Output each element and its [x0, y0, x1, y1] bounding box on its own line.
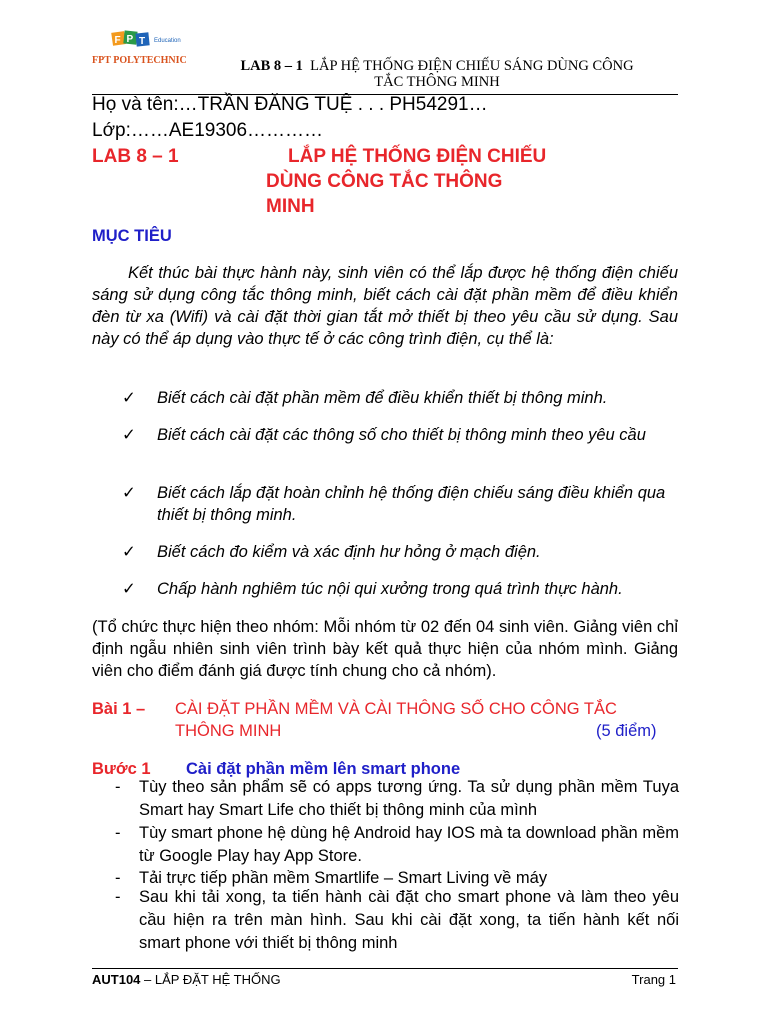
header-title	[222, 58, 652, 90]
footer-divider	[92, 968, 678, 969]
course-name: LẮP ĐẶT HỆ THỐNG	[154, 972, 281, 987]
bullet-dash: -	[115, 869, 121, 887]
course-code: AUT104	[92, 972, 141, 987]
objective-text: Biết cách cài đặt các thông số cho thiết bị thông minh theo yêu cầu	[157, 426, 646, 444]
lab-title-line2: DÙNG CÔNG TẮC THÔNG	[266, 171, 503, 192]
header-title-line2: TẮC THÔNG MINH	[374, 74, 500, 90]
lab-code: LAB 8 – 1	[92, 146, 179, 167]
svg-text:Education: Education	[154, 38, 181, 44]
check-icon: ✓	[122, 543, 136, 561]
bullet-dash: -	[115, 824, 121, 842]
student-name: Họ và tên:…TRẦN ĐĂNG TUỆ . . . PH54291…	[92, 94, 488, 115]
header-lab-code: LAB 8 – 1	[240, 58, 303, 74]
svg-text:P: P	[126, 34, 134, 45]
student-class: Lớp:……AE19306…………	[92, 120, 324, 141]
step-item-text: Tải trực tiếp phần mềm Smartlife – Smart Living về máy	[139, 869, 548, 887]
lab-title-line1: LẮP HỆ THỐNG ĐIỆN CHIẾU	[288, 146, 547, 167]
check-icon: ✓	[122, 580, 136, 598]
check-icon: ✓	[122, 426, 136, 444]
step-item-text: Sau khi tải xong, ta tiến hành cài đặt cho smart phone và làm theo yêu cầu hiện ra trên màn hình. Sau khi cài đặt xong, ta tiến hành kết nối smart phone với thiết bị thông minh	[139, 888, 679, 952]
footer-course	[92, 972, 281, 987]
objective-text: Chấp hành nghiêm túc nội qui xưởng trong quá trình thực hành.	[157, 580, 623, 598]
objectives-intro: Kết thúc bài thực hành này, sinh viên có thể lắp được hệ thống điện chiếu sáng sử dụng công tắc thông minh, biết cách cài đặt phần mềm để điều khiển đèn từ xa (Wifi) và cài đặt thời gian tắt mở thiết bị theo yêu cầu sử dụng. Sau này có thể áp dụng vào thực tế ở các công trình điện, cụ thể là:	[92, 264, 678, 348]
logo-text: FPT POLYTECHNIC	[92, 55, 187, 66]
exercise-title-line1: CÀI ĐẶT PHẦN MỀM VÀ CÀI THÔNG SỐ CHO CÔNG TẮC	[175, 700, 617, 718]
objective-text: Biết cách cài đặt phần mềm để điều khiển thiết bị thông minh.	[157, 389, 608, 407]
exercise-label: Bài 1 –	[92, 700, 146, 718]
bullet-dash: -	[115, 778, 121, 796]
step-title: Cài đặt phần mềm lên smart phone	[186, 760, 461, 778]
svg-text:F: F	[114, 35, 121, 46]
objective-text: Biết cách lắp đặt hoàn chỉnh hệ thống điện chiếu sáng điều khiển qua thiết bị thông minh.	[157, 484, 666, 524]
check-icon: ✓	[122, 484, 136, 502]
step-item-text: Tùy theo sản phẩm sẽ có apps tương ứng. Ta sử dụng phần mềm Tuya Smart hay Smart Life cho thiết bị thông minh của mình	[139, 778, 679, 819]
header-title-line1: LẮP HỆ THỐNG ĐIỆN CHIẾU SÁNG DÙNG CÔNG	[310, 58, 634, 74]
group-note: (Tổ chức thực hiện theo nhóm: Mỗi nhóm từ 02 đến 04 sinh viên. Giảng viên chỉ định ngẫu nhiên sinh viên trình bày kết quả thực hiện của nhóm mình. Giảng viên cho điểm đánh giá được tính chung cho cả nhóm).	[92, 618, 678, 680]
page-number: Trang 1	[631, 972, 676, 987]
svg-text:T: T	[139, 36, 146, 47]
fpt-polytechnic-logo	[92, 28, 204, 68]
lab-title-line3: MINH	[266, 196, 315, 217]
exercise-title-line2: THÔNG MINH	[175, 722, 282, 740]
objectives-heading: MỤC TIÊU	[92, 227, 172, 245]
check-icon: ✓	[122, 389, 136, 407]
bullet-dash: -	[115, 888, 121, 906]
step-label: Bước 1	[92, 760, 151, 778]
objective-text: Biết cách đo kiểm và xác định hư hỏng ở mạch điện.	[157, 543, 541, 561]
exercise-points: (5 điểm)	[596, 722, 657, 740]
fpt-logo-icon	[92, 28, 204, 54]
course-separator: –	[140, 972, 155, 987]
step-item-text: Tùy smart phone hệ dùng hệ Android hay IOS mà ta download phần mềm từ Google Play hay App Store.	[139, 824, 679, 865]
